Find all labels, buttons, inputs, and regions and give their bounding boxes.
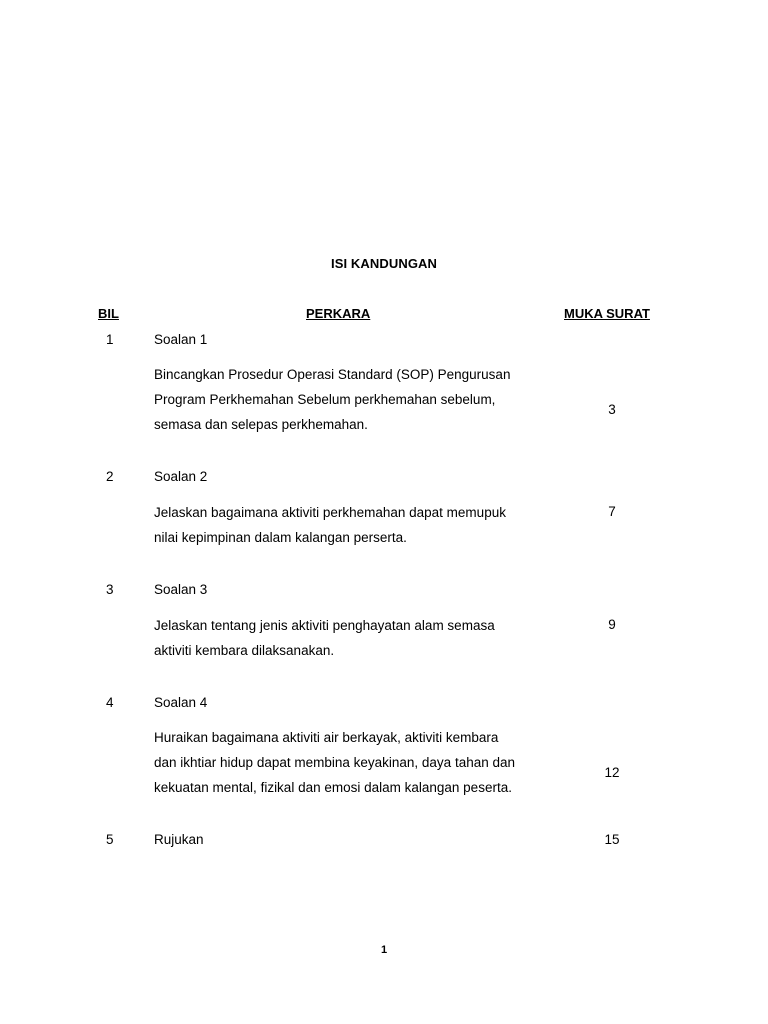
description-line: Program Perkhemahan Sebelum perkhemahan sebelum,	[154, 392, 496, 407]
column-header-muka-surat: MUKA SURAT	[564, 306, 650, 321]
page-number-footer: 1	[380, 944, 388, 956]
description-line: aktiviti kembara dilaksanakan.	[154, 643, 335, 658]
description-line: nilai kepimpinan dalam kalangan perserta.	[154, 530, 407, 545]
description-line: dan ikhtiar hidup dapat membina keyakinan, daya tahan dan	[154, 755, 515, 770]
description-line: Jelaskan bagaimana aktiviti perkhemahan dapat memupuk	[154, 505, 506, 520]
entry-number: 1	[106, 332, 114, 347]
entry-page-number: 15	[604, 832, 620, 847]
entry-heading: Soalan 4	[154, 695, 208, 710]
entry-description	[154, 725, 554, 800]
entry-page-number: 3	[608, 402, 616, 417]
entry-description	[154, 613, 542, 663]
entry-page-number: 9	[608, 617, 616, 632]
description-line: Jelaskan tentang jenis aktiviti penghayatan alam semasa	[154, 618, 495, 633]
entry-heading: Soalan 1	[154, 332, 208, 347]
entry-page-number: 7	[608, 504, 616, 519]
entry-number: 2	[106, 469, 114, 484]
page-title: ISI KANDUNGAN	[330, 256, 438, 271]
description-line: kekuatan mental, fizikal dan emosi dalam kalangan peserta.	[154, 780, 512, 795]
entry-description	[154, 362, 542, 437]
entry-heading: Soalan 2	[154, 469, 208, 484]
column-header-bil: BIL	[98, 306, 119, 321]
entry-number: 4	[106, 695, 114, 710]
entry-number: 5	[106, 832, 114, 847]
description-line: semasa dan selepas perkhemahan.	[154, 417, 368, 432]
column-header-perkara: PERKARA	[306, 306, 371, 321]
entry-number: 3	[106, 582, 114, 597]
entry-heading: Soalan 3	[154, 582, 208, 597]
entry-heading: Rujukan	[154, 832, 204, 847]
entry-page-number: 12	[604, 765, 620, 780]
description-line: Bincangkan Prosedur Operasi Standard (SOP) Pengurusan	[154, 367, 511, 382]
entry-description	[154, 500, 542, 550]
description-line: Huraikan bagaimana aktiviti air berkayak, aktiviti kembara	[154, 730, 499, 745]
